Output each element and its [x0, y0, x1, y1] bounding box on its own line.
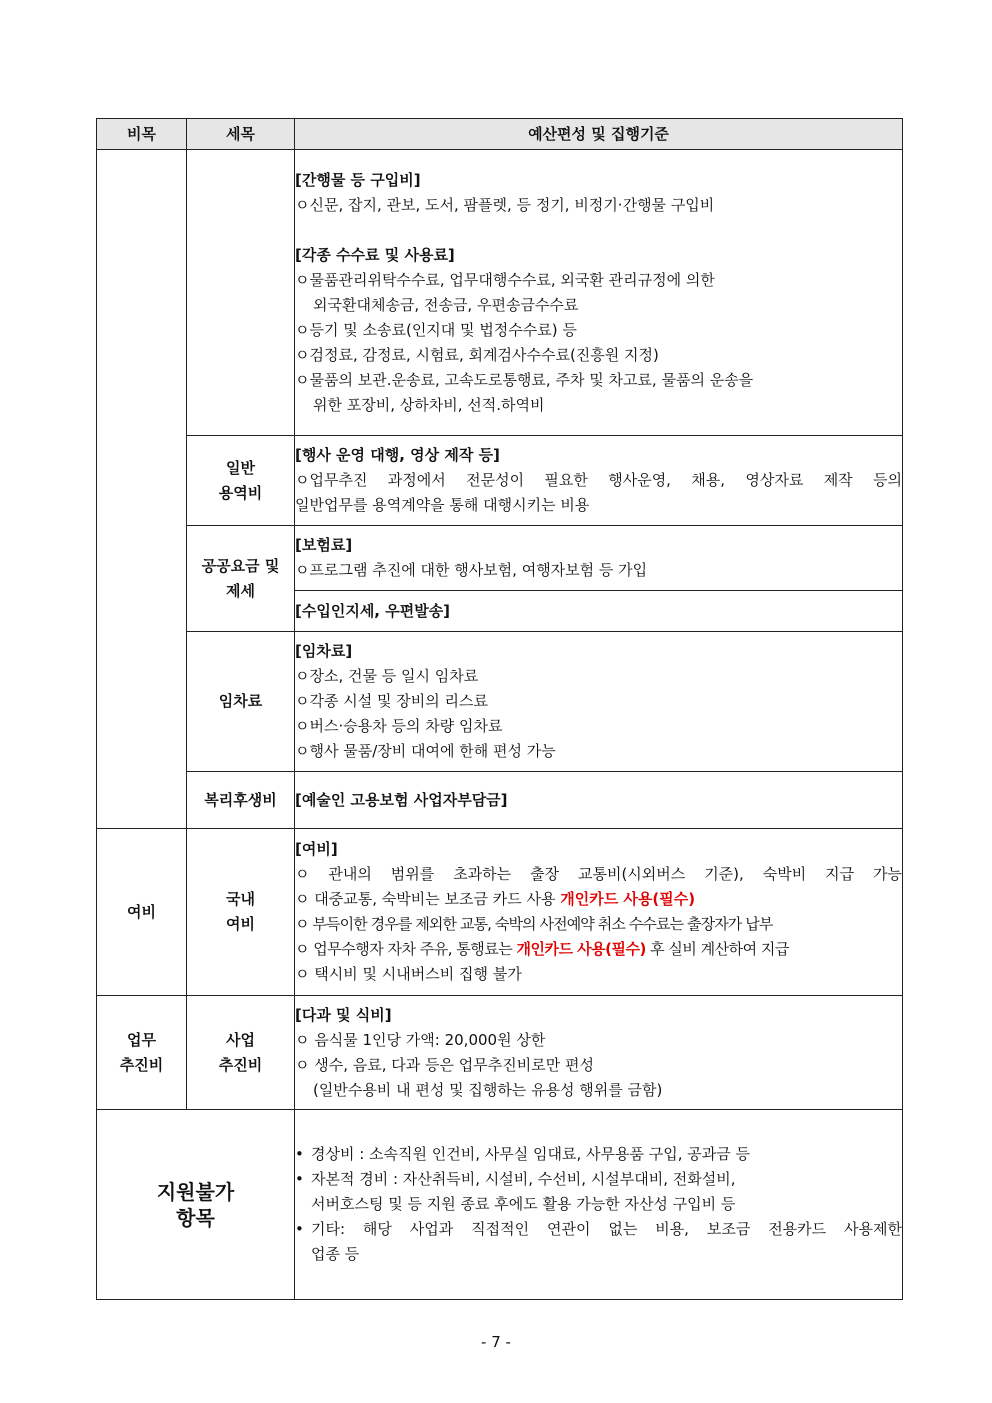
subcategory-label: 용역비	[218, 483, 263, 502]
criteria-cell-not-supported	[295, 1110, 903, 1300]
criteria-item: ㅇ물품의 보관.운송료, 고속도로통행료, 주차 및 차고료, 물품의 운송을	[295, 370, 754, 389]
header-subcategory: 세목	[187, 119, 295, 150]
subcategory-label: 추진비	[218, 1055, 263, 1074]
budget-criteria-table	[96, 118, 903, 1300]
table-row-business-promotion	[97, 996, 903, 1110]
bullet-item	[295, 1217, 902, 1242]
section-heading: [다과 및 식비]	[295, 1005, 392, 1024]
table-row-rent	[97, 632, 903, 772]
criteria-item: ㅇ업무추진 과정에서 전문성이 필요한 행사운영, 채용, 영상자료 제작 등의	[295, 471, 902, 489]
table-row-travel	[97, 829, 903, 996]
page-number: - 7 -	[481, 1333, 511, 1351]
header-category: 비목	[97, 119, 187, 150]
criteria-item	[295, 937, 902, 962]
not-supported-label: 지원불가	[156, 1179, 235, 1204]
section-heading: [임차료]	[295, 642, 353, 660]
not-supported-label-cell	[97, 1110, 295, 1300]
category-label: 업무	[127, 1030, 156, 1049]
bullet-item-continued: 업종 등	[311, 1245, 360, 1263]
subcategory-label: 국내	[226, 890, 255, 908]
emphasis-text: 개인카드 사용(필수)	[516, 940, 646, 958]
table-row-fees	[97, 150, 903, 436]
subcategory-label: 공공요금 및	[201, 556, 280, 575]
criteria-text: ㅇ 대중교통, 숙박비는 보조금 카드 사용	[295, 890, 561, 908]
table-row-not-supported	[97, 1110, 903, 1300]
section-heading: [행사 운영 대행, 영상 제작 등]	[295, 446, 500, 464]
bullet-item: • 경상비 : 소속직원 인건비, 사무실 임대료, 사무용품 구입, 공과금 등	[295, 1142, 902, 1167]
section-heading: [각종 수수료 및 사용료]	[295, 245, 455, 264]
criteria-item: ㅇ등기 및 소송료(인지대 및 법정수수료) 등	[295, 320, 577, 339]
subcategory-business-promotion	[187, 996, 295, 1110]
subcategory-label: 일반	[226, 458, 255, 477]
category-business-promotion	[97, 996, 187, 1110]
criteria-cell-insurance	[295, 526, 903, 591]
bullet-item: • 자본적 경비 : 자산취득비, 시설비, 수선비, 시설부대비, 전화설비,	[295, 1167, 902, 1192]
section-heading: [여비]	[295, 840, 338, 858]
criteria-item: ㅇ프로그램 추진에 대한 행사보험, 여행자보험 등 가입	[295, 561, 648, 579]
criteria-item: ㅇ신문, 잡지, 관보, 도서, 팜플렛, 등 정기, 비정기·간행물 구입비	[295, 195, 715, 214]
section-heading: [보험료]	[295, 536, 353, 554]
subcategory-domestic-travel	[187, 829, 295, 996]
criteria-item: ㅇ 음식물 1인당 가액: 20,000원 상한	[295, 1030, 546, 1049]
criteria-item: ㅇ 부득이한 경우를 제외한 교통, 숙박의 사전예약 취소 수수료는 출장자가 납부	[295, 915, 773, 933]
table-row-public-charges	[97, 526, 903, 591]
bullet-item-continued: 서버호스팅 및 등 지원 종료 후에도 활용 가능한 자산성 구입비 등	[311, 1195, 736, 1213]
section-heading: [간행물 등 구입비]	[295, 170, 421, 189]
criteria-item: ㅇ각종 시설 및 장비의 리스료	[295, 692, 488, 710]
criteria-item: ㅇ버스·승용차 등의 차량 임차료	[295, 717, 503, 735]
subcategory-label: 여비	[226, 915, 255, 933]
criteria-item: ㅇ 생수, 음료, 다과 등은 업무추진비로만 편성	[295, 1055, 594, 1074]
criteria-cell-welfare	[295, 772, 903, 829]
criteria-item: ㅇ행사 물품/장비 대여에 한해 편성 가능	[295, 742, 556, 760]
subcategory-label: 사업	[226, 1030, 255, 1049]
category-cell-blank	[97, 150, 187, 829]
category-travel: 여비	[97, 829, 187, 996]
criteria-item: ㅇ물품관리위탁수수료, 업무대행수수료, 외국환 관리규정에 의한	[295, 270, 715, 289]
subcategory-label: 제세	[226, 581, 255, 600]
criteria-item-continued: 위한 포장비, 상하차비, 선적.하역비	[313, 395, 545, 414]
criteria-cell-fees	[295, 150, 903, 436]
criteria-cell-business-promotion	[295, 996, 903, 1110]
criteria-cell-rent	[295, 632, 903, 772]
header-criteria: 예산편성 및 집행기준	[295, 119, 903, 150]
criteria-cell-general-service	[295, 436, 903, 526]
criteria-text: 후 실비 계산하여 지급	[645, 940, 789, 958]
criteria-cell-travel	[295, 829, 903, 996]
subcategory-public-charges	[187, 526, 295, 632]
subcategory-cell-blank	[187, 150, 295, 436]
table-row-welfare	[97, 772, 903, 829]
criteria-item: ㅇ 택시비 및 시내버스비 집행 불가	[295, 965, 522, 983]
bullet-text: • 기타: 해당 사업과 직접적인 연관이 없는 비용, 보조금 전용카드 사용제한	[311, 1220, 902, 1238]
criteria-item: ㅇ장소, 건물 등 일시 임차료	[295, 667, 479, 685]
criteria-cell-stamp-tax	[295, 591, 903, 632]
section-heading: [예술인 고용보험 사업자부담금]	[295, 790, 508, 809]
subcategory-welfare: 복리후생비	[187, 772, 295, 829]
emphasis-text: 개인카드 사용(필수)	[560, 890, 696, 908]
category-label: 추진비	[119, 1055, 164, 1074]
subcategory-rent: 임차료	[187, 632, 295, 772]
criteria-item: ㅇ 관내의 범위를 초과하는 출장 교통비(시외버스 기준), 숙박비 지급 가능	[295, 865, 902, 883]
criteria-item-continued: (일반수용비 내 편성 및 집행하는 유용성 행위를 금함)	[313, 1080, 663, 1099]
section-heading: [수입인지세, 우편발송]	[295, 601, 451, 620]
criteria-item-continued: 일반업무를 용역계약을 통해 대행시키는 비용	[295, 496, 590, 514]
not-supported-label: 항목	[176, 1205, 215, 1230]
criteria-item	[295, 887, 902, 912]
subcategory-general-service	[187, 436, 295, 526]
table-row-general-service	[97, 436, 903, 526]
table-header-row	[97, 119, 903, 150]
criteria-item: ㅇ검정료, 감정료, 시험료, 회계검사수수료(진흥원 지정)	[295, 345, 659, 364]
criteria-text: ㅇ 업무수행자 자차 주유, 통행료는	[295, 940, 517, 958]
criteria-item-continued: 외국환대체송금, 전송금, 우편송금수수료	[313, 295, 579, 314]
